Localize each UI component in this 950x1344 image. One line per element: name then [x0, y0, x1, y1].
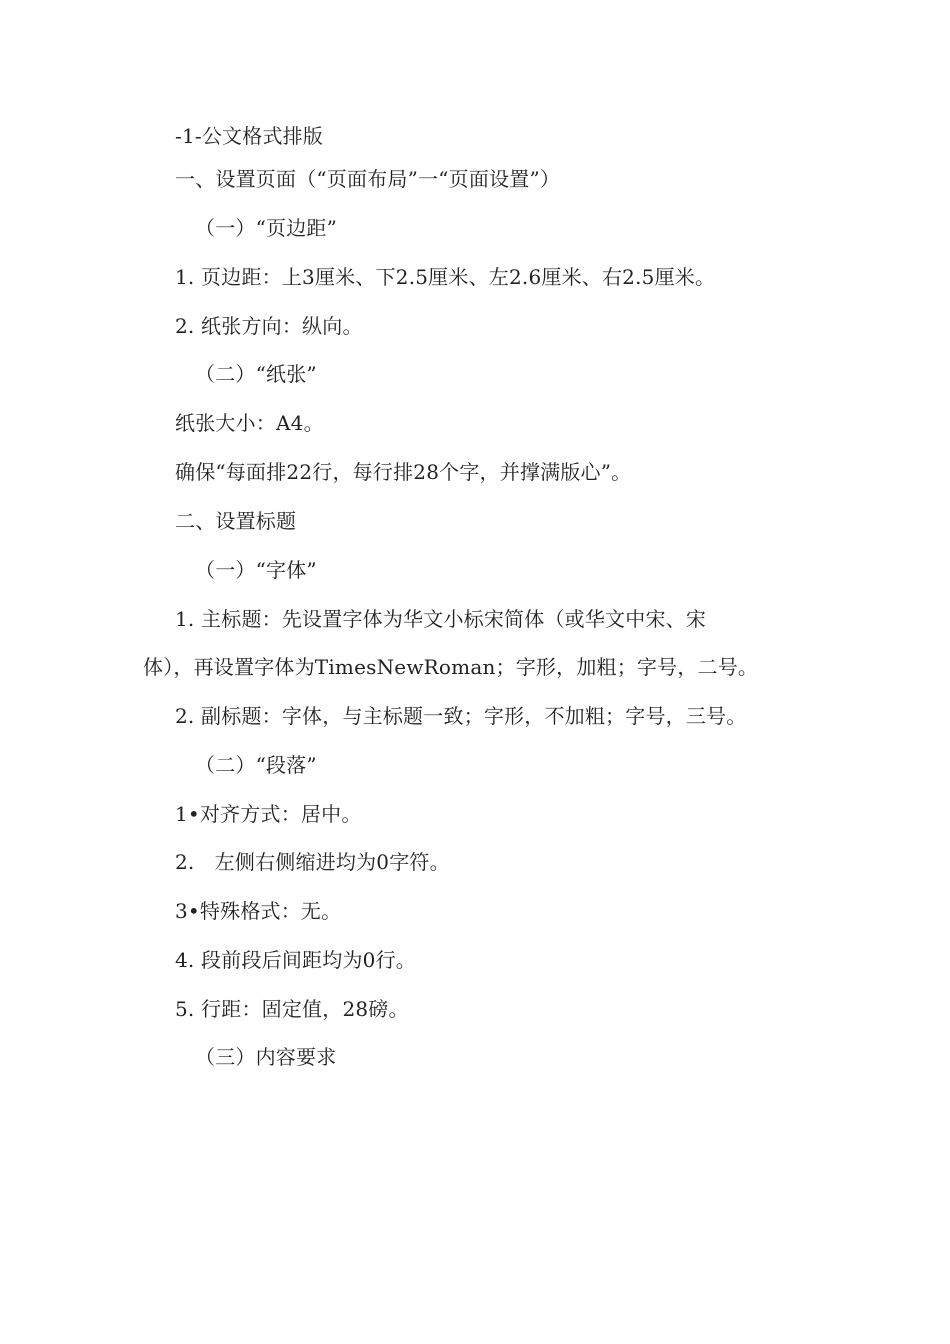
paragraph: 1. 主标题：先设置字体为华文小标宋简体（或华文中宋、宋	[175, 607, 707, 631]
paragraph: 2. 纸张方向：纵向。	[175, 314, 363, 338]
paragraph: 1. 页边距：上3厘米、下2.5厘米、左2.6厘米、右2.5厘米。	[175, 265, 716, 289]
paragraph: 1•对齐方式：居中。	[175, 802, 362, 826]
subheading: （一）“字体”	[195, 558, 317, 582]
subheading: （三）内容要求	[195, 1045, 337, 1069]
subheading: （二）“段落”	[195, 753, 317, 777]
subheading: （一）“页边距”	[195, 216, 338, 240]
heading-2: 二、设置标题	[175, 509, 297, 533]
paragraph: 2. 左侧右侧缩进均为0字符。	[175, 850, 450, 874]
paragraph: 5. 行距：固定值，28磅。	[175, 997, 409, 1021]
paragraph: 2. 副标题：字体，与主标题一致；字形，不加粗；字号，三号。	[175, 704, 747, 728]
paragraph: 4. 段前段后间距均为0行。	[175, 948, 416, 972]
paragraph-continuation: 体），再设置字体为TimesNewRoman；字形，加粗；字号，二号。	[143, 655, 759, 679]
heading-1: 一、设置页面（“页面布局”一“页面设置”）	[175, 167, 561, 191]
paragraph: 3•特殊格式：无。	[175, 899, 342, 923]
page-number-title: -1-公文格式排版	[175, 124, 324, 148]
paragraph: 确保“每面排22行，每行排28个字，并撑满版心”。	[175, 460, 632, 484]
paragraph: 纸张大小：A4。	[175, 411, 324, 435]
subheading: （二）“纸张”	[195, 362, 317, 386]
